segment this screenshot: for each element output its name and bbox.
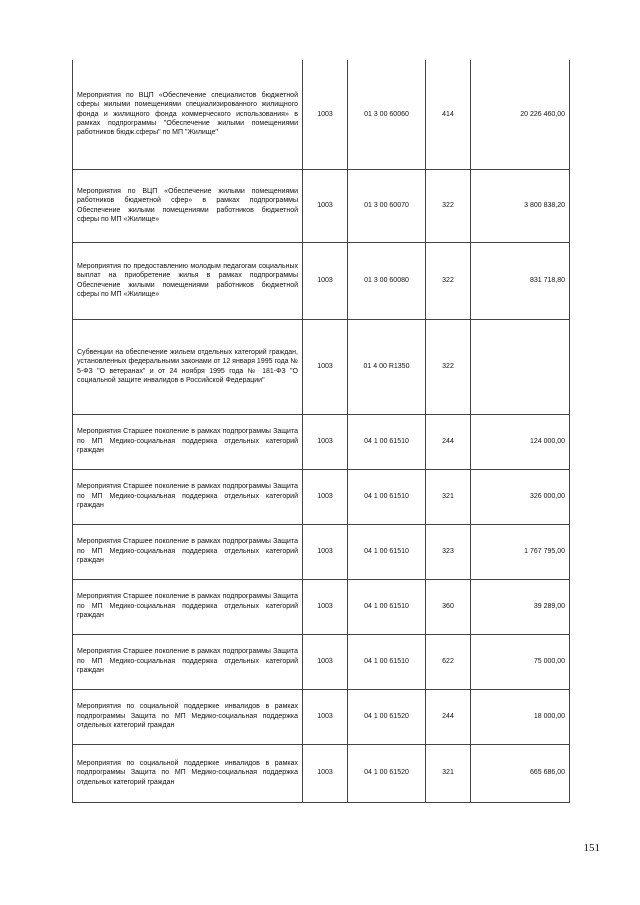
row-target-code: 04 1 00 61520 [348, 689, 426, 744]
table-row [73, 689, 570, 744]
row-amount [471, 319, 570, 414]
row-expense-type: 622 [426, 634, 471, 689]
row-section-code: 1003 [303, 634, 348, 689]
row-description: Мероприятия по социальной поддержке инвалидов в рамках подпрограммы Защита по МП Медико-социальная поддержка отдельных категорий граждан [73, 689, 303, 744]
table-row [73, 579, 570, 634]
row-section-code: 1003 [303, 744, 348, 802]
row-target-code: 04 1 00 61510 [348, 469, 426, 524]
row-expense-type: 322 [426, 169, 471, 242]
row-section-code: 1003 [303, 689, 348, 744]
row-amount: 20 226 460,00 [471, 60, 570, 169]
row-amount: 39 289,00 [471, 579, 570, 634]
table-row [73, 524, 570, 579]
table-row [73, 469, 570, 524]
table-row [73, 744, 570, 802]
table-row [73, 169, 570, 242]
row-expense-type: 323 [426, 524, 471, 579]
row-target-code: 04 1 00 61520 [348, 744, 426, 802]
budget-table [72, 60, 570, 803]
table-row [73, 242, 570, 319]
row-amount: 665 686,00 [471, 744, 570, 802]
row-description: Мероприятия Старшее поколение в рамках подпрограммы Защита по МП Медико-социальная поддержка отдельных категорий граждан [73, 414, 303, 469]
row-amount: 1 767 795,00 [471, 524, 570, 579]
row-description: Мероприятия Старшее поколение в рамках подпрограммы Защита по МП Медико-социальная поддержка отдельных категорий граждан [73, 579, 303, 634]
row-description: Мероприятия по ВЦП «Обеспечение жилыми помещениями работников бюджетной сфер» в рамках подпрограммы Обеспечение жилыми помещениями работников бюджетной сферы по МП «Жилище» [73, 169, 303, 242]
row-expense-type: 322 [426, 242, 471, 319]
row-description: Субвенции на обеспечение жильем отдельных категорий граждан, установленных федеральными законами от 12 января 1995 года № 5-ФЗ "О ветеранах" и от 24 ноября 1995 года № 181-ФЗ "О социальной защите инвалидов в Российской Федерации" [73, 319, 303, 414]
row-target-code: 01 3 00 60060 [348, 60, 426, 169]
row-expense-type: 321 [426, 469, 471, 524]
row-expense-type: 321 [426, 744, 471, 802]
table-row [73, 634, 570, 689]
row-amount: 18 000,00 [471, 689, 570, 744]
row-expense-type: 360 [426, 579, 471, 634]
row-target-code: 01 3 00 60070 [348, 169, 426, 242]
row-section-code: 1003 [303, 414, 348, 469]
row-description: Мероприятия Старшее поколение в рамках подпрограммы Защита по МП Медико-социальная поддержка отдельных категорий граждан [73, 524, 303, 579]
row-target-code: 04 1 00 61510 [348, 579, 426, 634]
row-description: Мероприятия Старшее поколение в рамках подпрограммы Защита по МП Медико-социальная поддержка отдельных категорий граждан [73, 634, 303, 689]
row-section-code: 1003 [303, 60, 348, 169]
row-section-code: 1003 [303, 319, 348, 414]
table-row [73, 319, 570, 414]
row-target-code: 04 1 00 61510 [348, 414, 426, 469]
row-target-code: 04 1 00 61510 [348, 524, 426, 579]
row-section-code: 1003 [303, 169, 348, 242]
row-section-code: 1003 [303, 469, 348, 524]
page-number: 151 [583, 842, 600, 854]
row-amount: 75 000,00 [471, 634, 570, 689]
row-section-code: 1003 [303, 242, 348, 319]
row-amount: 326 000,00 [471, 469, 570, 524]
row-target-code: 01 3 00 60080 [348, 242, 426, 319]
table-row [73, 60, 570, 169]
row-expense-type: 244 [426, 689, 471, 744]
row-description: Мероприятия по предоставлению молодым педагогам социальных выплат на приобретение жилья в рамках подпрограммы Обеспечение жилыми помещениями работников бюджетной сферы по МП «Жилище» [73, 242, 303, 319]
row-section-code: 1003 [303, 579, 348, 634]
row-amount: 3 800 838,20 [471, 169, 570, 242]
row-description: Мероприятия Старшее поколение в рамках подпрограммы Защита по МП Медико-социальная поддержка отдельных категорий граждан [73, 469, 303, 524]
row-section-code: 1003 [303, 524, 348, 579]
row-expense-type: 322 [426, 319, 471, 414]
row-expense-type: 244 [426, 414, 471, 469]
row-amount: 124 000,00 [471, 414, 570, 469]
row-amount: 831 718,80 [471, 242, 570, 319]
row-expense-type: 414 [426, 60, 471, 169]
row-description: Мероприятия по социальной поддержке инвалидов в рамках подпрограммы Защита по МП Медико-социальная поддержка отдельных категорий граждан [73, 744, 303, 802]
row-target-code: 04 1 00 61510 [348, 634, 426, 689]
table-row [73, 414, 570, 469]
row-target-code: 01 4 00 R1350 [348, 319, 426, 414]
row-description: Мероприятия по ВЦП «Обеспечение специалистов бюджетной сферы жилыми помещениями специализированного жилищного фонда и жилищного фонда коммерческого использования» в рамках подпрограммы "Обеспечение жилыми помещениями работников бюдж.сферы" по МП "Жилище" [73, 60, 303, 169]
